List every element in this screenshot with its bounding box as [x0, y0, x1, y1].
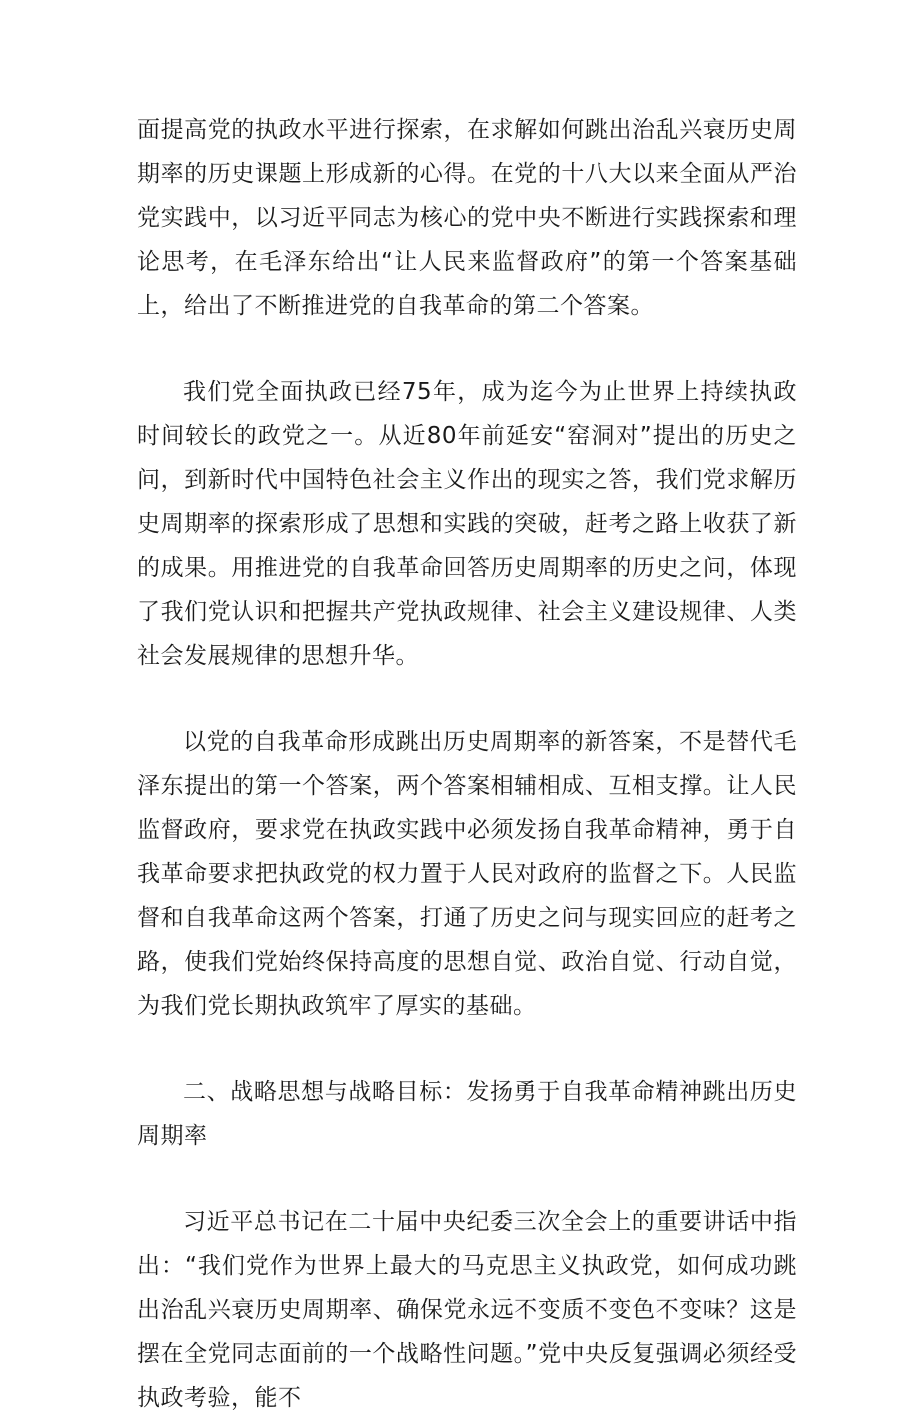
paragraph-3: 以党的自我革命形成跳出历史周期率的新答案，不是替代毛泽东提出的第一个答案，两个答案相辅相成、互相支撑。让人民监督政府，要求党在执政实践中必须发扬自我革命精神，勇于自我革命要求把执政党的权力置于人民对政府的监督之下。人民监督和自我革命这两个答案，打通了历史之问与现实回应的赶考之路，使我们党始终保持高度的思想自觉、政治自觉、行动自觉，为我们党长期执政筑牢了厚实的基础。 — [137, 729, 797, 1019]
paragraph-4: 习近平总书记在二十届中央纪委三次全会上的重要讲话中指出：“我们党作为世界上最大的马克思主义执政党，如何成功跳出治乱兴衰历史周期率、确保党永远不变质不变色不变味？这是摆在全党同志面前的一个战略性问题。”党中央反复强调必须经受执政考验，能不 — [137, 1209, 797, 1411]
paragraph-1: 面提高党的执政水平进行探索，在求解如何跳出治乱兴衰历史周期率的历史课题上形成新的心得。在党的十八大以来全面从严治党实践中，以习近平同志为核心的党中央不断进行实践探索和理论思考，在毛泽东给出“让人民来监督政府”的第一个答案基础上，给出了不断推进党的自我革命的第二个答案。 — [137, 117, 797, 319]
paragraph-2: 我们党全面执政已经75年，成为迄今为止世界上持续执政时间较长的政党之一。从近80年前延安“窑洞对”提出的历史之问，到新时代中国特色社会主义作出的现实之答，我们党求解历史周期率的探索形成了思想和实践的突破，赶考之路上收获了新的成果。用推进党的自我革命回答历史周期率的历史之问，体现了我们党认识和把握共产党执政规律、社会主义建设规律、人类社会发展规律的思想升华。 — [137, 379, 797, 669]
document-body — [137, 108, 797, 1420]
section-heading: 二、战略思想与战略目标：发扬勇于自我革命精神跳出历史周期率 — [137, 1079, 797, 1149]
